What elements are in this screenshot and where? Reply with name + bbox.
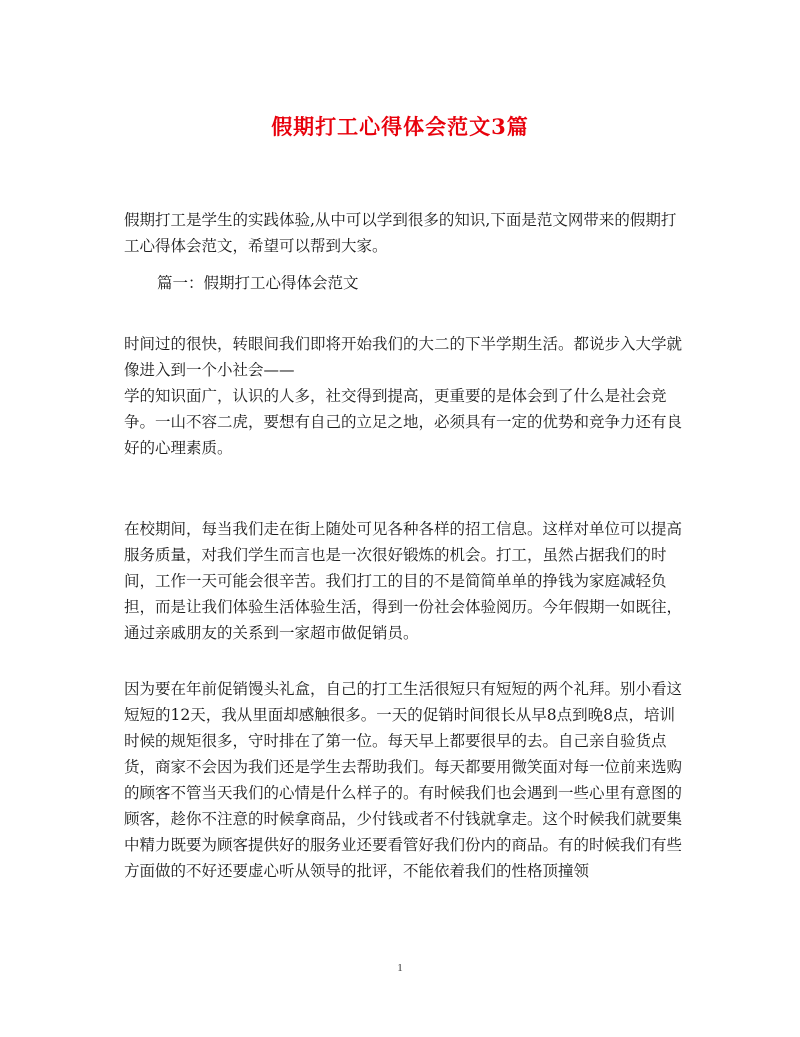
paragraph-1 bbox=[124, 331, 684, 461]
paragraph-line: 时间过的很快，转眼间我们即将开始我们的大二的下半学期生活。都说步入大学就像进入到一个小社会—— bbox=[124, 335, 683, 379]
paragraph-line: 学的知识面广，认识的人多，社交得到提高，更重要的是体会到了什么是社会竞争。一山不容二虎，要想有自己的立足之地，必须具有一定的优势和竞争力还有良好的心理素质。 bbox=[124, 387, 683, 457]
paragraph-3: 因为要在年前促销馒头礼盒，自己的打工生活很短只有短短的两个礼拜。别小看这短短的12天，我从里面却感触很多。一天的促销时间很长从早8点到晚8点，培训时候的规矩很多，守时排在了第一位。每天早上都要很早的去。自己亲自验货点货，商家不会因为我们还是学生去帮助我们。每天都要用微笑面对每一位前来选购的顾客不管当天我们的心情是什么样子的。有时候我们也会遇到一些心里有意图的顾客，趁你不注意的时候拿商品，少付钱或者不付钱就拿走。这个时候我们就要集中精力既要为顾客提供好的服务业还要看管好我们份内的商品。有的时候我们有些方面做的不好还要虚心听从领导的批评，不能依着我们的性格顶撞领 bbox=[124, 680, 683, 880]
intro-paragraph: 假期打工是学生的实践体验,从中可以学到很多的知识,下面是范文网带来的假期打工心得体会范文，希望可以帮到大家。 bbox=[124, 211, 677, 255]
section-heading: 篇一：假期打工心得体会范文 bbox=[157, 274, 359, 292]
page-number: 1 bbox=[397, 962, 403, 974]
paragraph-2: 在校期间，每当我们走在街上随处可见各种各样的招工信息。这样对单位可以提高服务质量，对我们学生而言也是一次很好锻炼的机会。打工，虽然占据我们的时间，工作一天可能会很辛苦。我们打工的目的不是简简单单的挣钱为家庭减轻负担，而是让我们体验生活体验生活，得到一份社会体验阅历。今年假期一如既往，通过亲戚朋友的关系到一家超市做促销员。 bbox=[124, 520, 683, 642]
document-title: 假期打工心得体会范文3篇 bbox=[271, 114, 529, 139]
